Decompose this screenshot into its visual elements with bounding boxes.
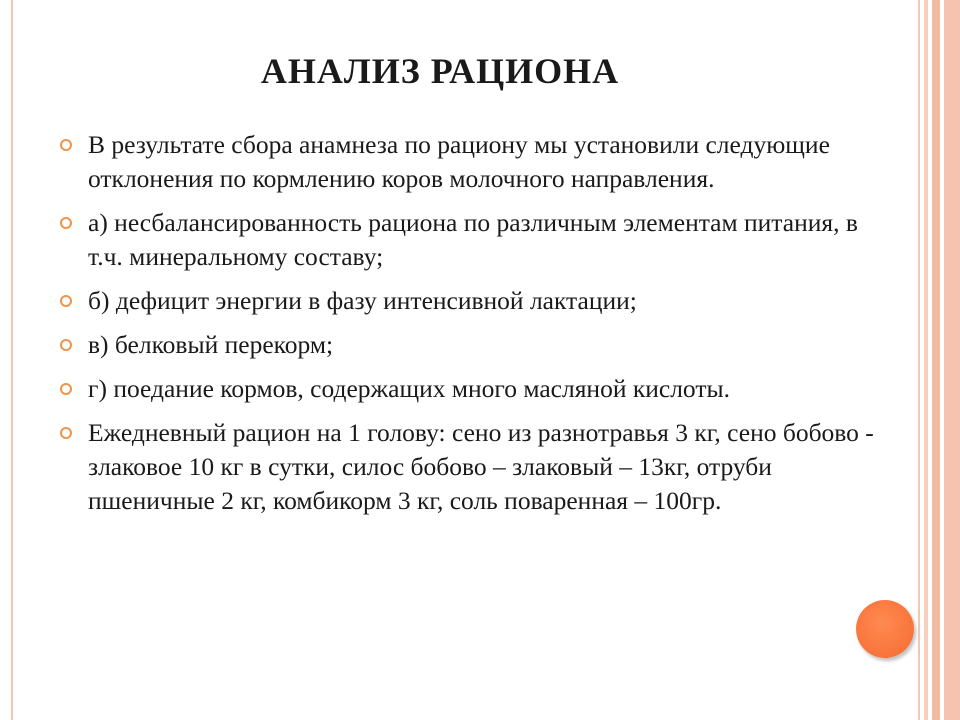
bullet-list xyxy=(60,128,880,528)
circle-bullet-icon xyxy=(60,295,72,307)
circle-bullet-icon xyxy=(60,383,72,395)
bullet-text: г) поедание кормов, содержащих много масляной кислоты. xyxy=(88,374,730,403)
bullet-item-ration xyxy=(60,416,880,518)
right-stripe-1 xyxy=(918,0,920,720)
left-border-line xyxy=(11,0,13,720)
circle-bullet-icon xyxy=(60,427,72,439)
right-stripe-3 xyxy=(932,0,940,720)
bullet-item-d xyxy=(60,372,880,406)
bullet-text: а) несбалансированность рациона по различным элементам питания, в т.ч. минеральному составу; xyxy=(88,208,858,271)
circle-bullet-icon xyxy=(60,217,72,229)
bullet-item-a xyxy=(60,206,880,274)
bullet-text: Ежедневный рацион на 1 голову: сено из разнотравья 3 кг, сено бобово - злаковое 10 кг в сутки, силос бобово – злаковый – 13кг, отруби пшеничные 2 кг, комбикорм 3 кг, соль поваренная – 100гр. xyxy=(88,418,874,515)
bullet-text: б) дефицит энергии в фазу интенсивной лактации; xyxy=(88,286,637,315)
decorative-orange-circle xyxy=(856,600,914,658)
bullet-item-intro xyxy=(60,128,880,196)
circle-bullet-icon xyxy=(60,139,72,151)
bullet-item-b xyxy=(60,284,880,318)
right-stripe-4 xyxy=(944,0,960,720)
bullet-text: В результате сбора анамнеза по рациону мы установили следующие отклонения по кормлению коров молочного направления. xyxy=(88,130,830,193)
circle-bullet-icon xyxy=(60,339,72,351)
slide-title: АНАЛИЗ РАЦИОНА xyxy=(260,51,620,91)
bullet-item-c xyxy=(60,328,880,362)
bullet-text: в) белковый перекорм; xyxy=(88,330,334,359)
right-stripe-2 xyxy=(924,0,928,720)
